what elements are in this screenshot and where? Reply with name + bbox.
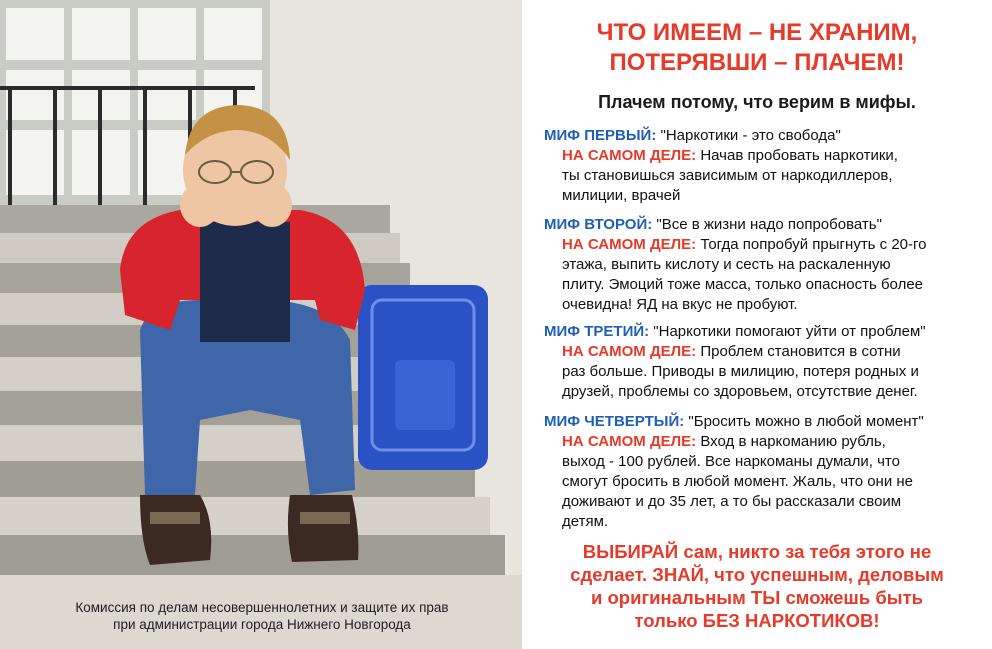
- myth-block: [544, 412, 990, 532]
- fact-text: Начав пробовать наркотики,: [696, 147, 898, 164]
- fact-text: ты становишься зависимым от наркодиллеров,: [562, 167, 893, 184]
- fact-text: друзей, проблемы со здоровьем, отсутствие денег.: [562, 383, 918, 400]
- fact-text: раз больше. Приводы в милицию, потеря родных и: [562, 363, 919, 380]
- myth-block: [544, 126, 990, 206]
- fact-label: НА САМОМ ДЕЛЕ:: [562, 343, 697, 360]
- fact-text: милиции, врачей: [562, 187, 681, 204]
- cta-line-2: сделает. ЗНАЙ, что успешным, деловым: [570, 564, 944, 585]
- myth-label: МИФ ЧЕТВЕРТЫЙ:: [544, 413, 685, 430]
- fact-text: плиту. Эмоций тоже масса, только опасность более: [562, 276, 924, 293]
- fact-text: Проблем становится в сотни: [696, 343, 901, 360]
- subhead: Плачем потому, что верим в мифы.: [598, 92, 916, 112]
- fact-text: Тогда попробуй прыгнуть с 20-го: [696, 236, 927, 253]
- myth-block: [544, 215, 990, 315]
- cta-line-3: и оригинальным ТЫ сможешь быть: [590, 587, 924, 608]
- credit-line-1: Комиссия по делам несовершеннолетних и защите их прав: [75, 600, 449, 615]
- fact-text: доживают и до 35 лет, а то бы рассказали своим: [562, 493, 902, 510]
- fact-text: Вход в наркоманию рубль,: [696, 433, 886, 450]
- myth-label: МИФ ПЕРВЫЙ:: [544, 127, 657, 144]
- myth-label: МИФ ВТОРОЙ:: [544, 216, 653, 233]
- fact-label: НА САМОМ ДЕЛЕ:: [562, 236, 697, 253]
- fact-label: НА САМОМ ДЕЛЕ:: [562, 433, 697, 450]
- cta-line-1: ВЫБИРАЙ сам, никто за тебя этого не: [582, 541, 932, 562]
- fact-text: очевидна! ЯД на вкус не пробуют.: [562, 296, 798, 313]
- myth-quote: "Наркотики помогают уйти от проблем": [649, 323, 926, 340]
- fact-label: НА САМОМ ДЕЛЕ:: [562, 147, 697, 164]
- myth-quote: "Бросить можно в любой момент": [684, 413, 924, 430]
- headline-line-1: ЧТО ИМЕЕМ – НЕ ХРАНИМ,: [596, 19, 918, 46]
- headline-line-2: ПОТЕРЯВШИ – ПЛАЧЕМ!: [609, 49, 905, 76]
- fact-text: этажа, выпить кислоту и сесть на раскаленную: [562, 256, 891, 273]
- myth-label: МИФ ТРЕТИЙ:: [544, 323, 650, 340]
- fact-text: выход - 100 рублей. Все наркоманы думали, что: [562, 453, 900, 470]
- fact-text: детям.: [562, 513, 609, 530]
- myth-quote: "Все в жизни надо попробовать": [652, 216, 882, 233]
- fact-text: смогут бросить в любой момент. Жаль, что они не: [562, 473, 914, 490]
- myth-quote: "Наркотики - это свобода": [656, 127, 841, 144]
- call-to-action: [522, 540, 992, 632]
- cta-line-4: только БЕЗ НАРКОТИКОВ!: [634, 610, 880, 631]
- headline: [522, 18, 992, 78]
- text-panel: [522, 0, 992, 649]
- credit-line-2: при администрации города Нижнего Новгорода: [113, 617, 411, 632]
- photo-credit: [12, 599, 512, 633]
- myth-block: [544, 322, 990, 402]
